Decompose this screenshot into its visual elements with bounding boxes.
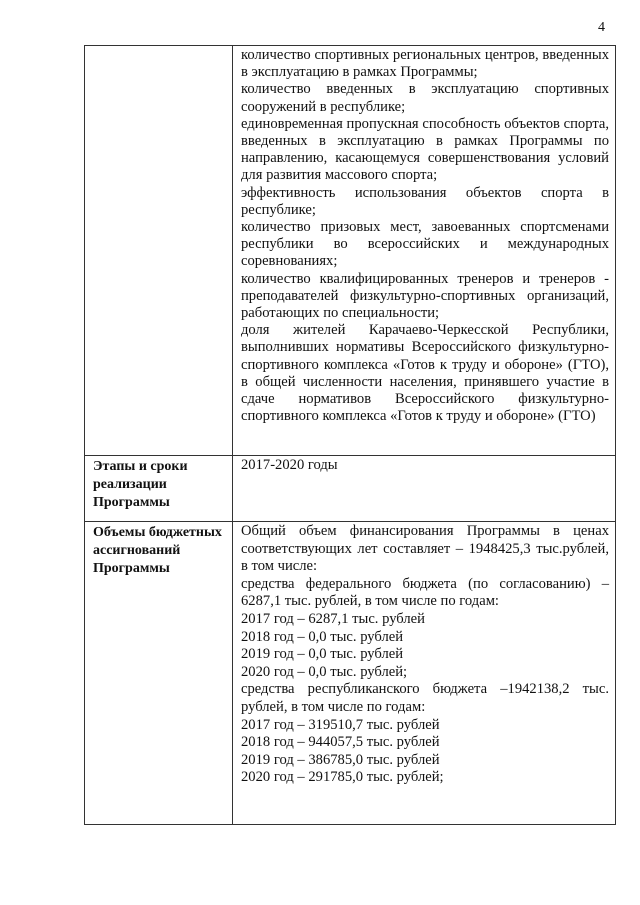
budget-line: 2017 год – 6287,1 тыс. рублей: [241, 610, 425, 627]
indicator-item: эффективность использования объектов спорта в республике;: [241, 184, 609, 218]
row-label: Объемы бюджетных ассигнований Программы: [85, 522, 233, 824]
budget-line: 2018 год – 944057,5 тыс. рублей: [241, 734, 440, 751]
indicator-item: доля жителей Карачаево-Черкесской Республики, выполнивших нормативы Всероссийского физкультурно-спортивного комплекса «Готов к труду и обороне» (ГТО), в общей численности населения, принявшего участие в сдаче нормативов Всероссийского физкультурно-спортивного комплекса «Готов к труду и обороне» (ГТО): [241, 322, 609, 425]
indicator-item: количество спортивных региональных центров, введенных в эксплуатацию в рамках Программы;: [241, 47, 609, 81]
budget-line: 2017 год – 319510,7 тыс. рублей: [241, 716, 440, 733]
table-row-budget: [85, 522, 615, 824]
indicator-item: количество введенных в эксплуатацию спортивных сооружений в республике;: [241, 81, 609, 115]
page-number: 4: [598, 20, 605, 35]
budget-line: 2019 год – 386785,0 тыс. рублей: [241, 751, 440, 768]
stages-period: 2017-2020 годы: [241, 457, 338, 473]
row-content: [233, 46, 615, 455]
program-passport-table: [84, 45, 616, 825]
budget-line: средства республиканского бюджета –1942138,2 тыс. рублей, в том числе по годам:: [241, 681, 609, 715]
budget-line: Общий объем финансирования Программы в ценах соответствующих лет составляет – 1948425,3 тыс.рублей, в том числе:: [241, 523, 609, 575]
indicator-item: единовременная пропускная способность объектов спорта, введенных в эксплуатацию в рамках Программы по направлению, касающемуся совершенствования условий для развития массового спорта;: [241, 115, 609, 184]
budget-line: 2020 год – 0,0 тыс. рублей;: [241, 663, 408, 680]
row-content: [233, 522, 615, 824]
table-row-indicators: [85, 46, 615, 456]
budget-line: 2019 год – 0,0 тыс. рублей: [241, 646, 404, 663]
table-row-stages: [85, 456, 615, 522]
indicator-item: количество призовых мест, завоеванных спортсменами республики во всероссийских и международных соревнованиях;: [241, 219, 609, 270]
budget-line: 2018 год – 0,0 тыс. рублей: [241, 628, 404, 645]
budget-line: 2020 год – 291785,0 тыс. рублей;: [241, 769, 444, 786]
row-content: [233, 456, 615, 521]
budget-line: средства федерального бюджета (по согласованию) – 6287,1 тыс. рублей, в том числе по годам:: [241, 575, 609, 610]
indicator-item: количество квалифицированных тренеров и тренеров - преподавателей физкультурно-спортивных организаций, работающих по специальности;: [241, 270, 609, 322]
row-label: [85, 46, 233, 455]
row-label: Этапы и сроки реализации Программы: [85, 456, 233, 521]
